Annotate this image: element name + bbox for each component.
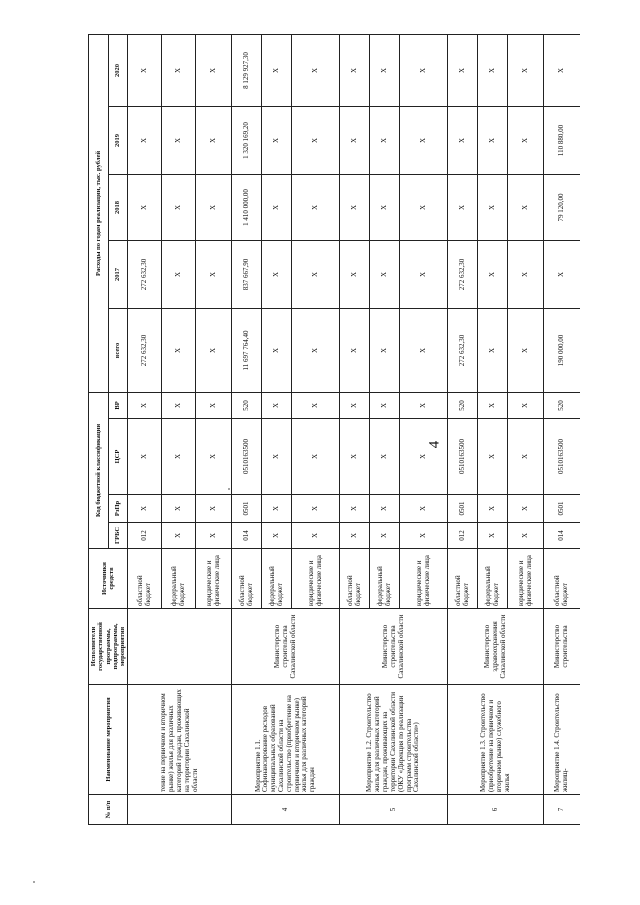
vr-cell: X [370, 392, 400, 418]
y2017-cell: X [196, 240, 232, 308]
vr-cell: X [292, 392, 340, 418]
y2019-cell: X [508, 106, 544, 174]
rzpr-cell: X [292, 495, 340, 523]
y2018-cell: X [196, 174, 232, 240]
row-num: 4 [232, 795, 340, 825]
y2019-cell: X [370, 106, 400, 174]
vr-cell: X [196, 392, 232, 418]
grbs-cell: X [262, 523, 292, 549]
rzpr-cell: X [128, 495, 162, 523]
grbs-cell: X [340, 523, 370, 549]
y2017-cell: X [262, 240, 292, 308]
rzpr-cell: 0501 [544, 495, 580, 523]
header-expenses: Расходы по годам реализации, тыс. рублей [89, 34, 109, 392]
y2018-cell: 1 410 000,00 [232, 174, 262, 240]
y2017-cell: 272 632,30 [128, 240, 162, 308]
total-cell: 190 000,00 [544, 308, 580, 392]
grbs-cell: X [478, 523, 508, 549]
y2018-cell: X [128, 174, 162, 240]
grbs-cell: X [162, 523, 196, 549]
header-vr: ВР [108, 392, 128, 418]
grbs-cell: X [370, 523, 400, 549]
header-2017: 2017 [108, 240, 128, 308]
y2020-cell: X [508, 34, 544, 106]
header-sources: Источники средств [89, 549, 128, 609]
vr-cell: X [508, 392, 544, 418]
y2019-cell: X [340, 106, 370, 174]
grbs-cell: 014 [232, 523, 262, 549]
y2019-cell: 1 320 169,20 [232, 106, 262, 174]
header-2019: 2019 [108, 106, 128, 174]
csr-cell: X [196, 419, 232, 495]
source: областной бюджет [448, 549, 478, 609]
header-csr: ЦСР [108, 419, 128, 495]
rzpr-cell: X [508, 495, 544, 523]
y2017-cell: X [162, 240, 196, 308]
y2020-cell: X [448, 34, 478, 106]
y2017-cell: X [370, 240, 400, 308]
executor [128, 609, 232, 685]
y2020-cell: X [292, 34, 340, 106]
source: юридические и физические лица [292, 549, 340, 609]
row-num: 6 [448, 795, 544, 825]
grbs-cell: 012 [448, 523, 478, 549]
y2018-cell: X [162, 174, 196, 240]
csr-cell: 0510163500 [544, 419, 580, 495]
y2020-cell: X [370, 34, 400, 106]
csr-cell: X [162, 419, 196, 495]
y2018-cell: X [370, 174, 400, 240]
vr-cell: 520 [232, 392, 262, 418]
rzpr-cell: X [478, 495, 508, 523]
y2017-cell: X [508, 240, 544, 308]
y2017-cell: X [340, 240, 370, 308]
y2020-cell: X [128, 34, 162, 106]
total-cell: X [370, 308, 400, 392]
source: федеральный бюджет [478, 549, 508, 609]
y2018-cell: X [340, 174, 370, 240]
vr-cell: X [478, 392, 508, 418]
y2017-cell: X [478, 240, 508, 308]
header-grbs: ГРБС [108, 523, 128, 549]
grbs-cell: X [292, 523, 340, 549]
vr-cell: X [340, 392, 370, 418]
source: юридические и физические лица [508, 549, 544, 609]
y2020-cell: X [196, 34, 232, 106]
header-2018: 2018 [108, 174, 128, 240]
rzpr-cell: X [400, 495, 448, 523]
grbs-cell: X [196, 523, 232, 549]
row-num: 7 [544, 795, 580, 825]
rzpr-cell: X [196, 495, 232, 523]
y2017-cell: X [400, 240, 448, 308]
total-cell: X [508, 308, 544, 392]
y2020-cell: X [340, 34, 370, 106]
total-cell: X [400, 308, 448, 392]
total-cell: X [292, 308, 340, 392]
source: федеральный бюджет [162, 549, 196, 609]
y2019-cell: X [400, 106, 448, 174]
y2019-cell: X [448, 106, 478, 174]
y2019-cell: X [478, 106, 508, 174]
measure-name: Мероприятие 1.1. Софинансирование расходов муниципальных образований Сахалинской области на строительство (приобретение на первичном и вторичном рынке) жилья для различных категорий граждан [232, 685, 340, 795]
y2018-cell: X [262, 174, 292, 240]
header-rzpr: РзПр [108, 495, 128, 523]
scan-speck [33, 881, 35, 883]
y2017-cell: X [544, 240, 580, 308]
y2019-cell: 110 880,00 [544, 106, 580, 174]
measure-name: Мероприятие 1.4. Строительство жилищ- [544, 685, 580, 795]
csr-cell: X [340, 419, 370, 495]
table-row [340, 34, 370, 824]
csr-cell: X [262, 419, 292, 495]
csr-cell: 0510163500 [448, 419, 478, 495]
source: юридические и физические лица [400, 549, 448, 609]
y2018-cell: X [448, 174, 478, 240]
y2018-cell: X [400, 174, 448, 240]
y2020-cell: 8 129 927,30 [232, 34, 262, 106]
y2018-cell: X [292, 174, 340, 240]
y2019-cell: X [128, 106, 162, 174]
executor: Министерство строительства [544, 609, 580, 685]
csr-cell: X [292, 419, 340, 495]
table-row [128, 34, 162, 824]
header-budget-code: Код бюджетной классификации [89, 392, 109, 548]
measure-name: Мероприятие 1.2. Строительство жилья для различных категорий граждан, проживающих на территории Сахалинской области (ОКУ «Дирекция по реализации программ строительства Сахалинской области») [340, 685, 448, 795]
measure-name: тение на первичном и вторичном рынке) жилья для различных категорий граждан, проживающих на территории Сахалинской области [128, 685, 232, 795]
y2020-cell: X [544, 34, 580, 106]
grbs-cell: X [508, 523, 544, 549]
header-executors: Исполнители государственной программы, подпрограммы, мероприятия [89, 609, 128, 685]
y2017-cell: 272 632,30 [448, 240, 478, 308]
source: областной бюджет [544, 549, 580, 609]
vr-cell: X [162, 392, 196, 418]
row-num: 5 [340, 795, 448, 825]
total-cell: X [340, 308, 370, 392]
y2017-cell: X [292, 240, 340, 308]
csr-cell: X [400, 419, 448, 495]
measure-name: Мероприятие 1.3. Строительство (приобретение на первичном и вторичном рынке) служебного жилья [448, 685, 544, 795]
total-cell: X [162, 308, 196, 392]
csr-cell: 0510163500 [232, 419, 262, 495]
y2018-cell: X [508, 174, 544, 240]
csr-cell: X [478, 419, 508, 495]
header-row [89, 34, 109, 824]
rotated-table-container [88, 35, 618, 825]
grbs-cell: 014 [544, 523, 580, 549]
vr-cell: 520 [448, 392, 478, 418]
header-2020: 2020 [108, 34, 128, 106]
grbs-cell: X [400, 523, 448, 549]
total-cell: 11 697 764,40 [232, 308, 262, 392]
header-name: Наименование мероприятия [89, 685, 128, 795]
rzpr-cell: 0501 [232, 495, 262, 523]
grbs-cell: 012 [128, 523, 162, 549]
source: областной бюджет [232, 549, 262, 609]
rzpr-cell: X [340, 495, 370, 523]
vr-cell: X [400, 392, 448, 418]
rzpr-cell: 0501 [448, 495, 478, 523]
total-cell: 272 632,30 [448, 308, 478, 392]
executor: Министерство здравоохранения Сахалинской области [448, 609, 544, 685]
y2019-cell: X [162, 106, 196, 174]
y2020-cell: X [162, 34, 196, 106]
source: федеральный бюджет [370, 549, 400, 609]
total-cell: X [478, 308, 508, 392]
csr-cell: X [508, 419, 544, 495]
table-row [544, 34, 580, 824]
y2020-cell: X [262, 34, 292, 106]
source: юридические и физические лица [196, 549, 232, 609]
row-num [128, 795, 232, 825]
total-cell: 272 632,30 [128, 308, 162, 392]
table-row [232, 34, 262, 824]
y2018-cell: 79 120,00 [544, 174, 580, 240]
source: федеральный бюджет [262, 549, 292, 609]
page-number: 4 [426, 440, 443, 449]
y2020-cell: X [478, 34, 508, 106]
source: областной бюджет [128, 549, 162, 609]
y2020-cell: X [400, 34, 448, 106]
header-total: всего [108, 308, 128, 392]
y2017-cell: 837 667,90 [232, 240, 262, 308]
vr-cell: X [262, 392, 292, 418]
executor: Министерство строительства Сахалинской области [340, 609, 448, 685]
vr-cell: X [128, 392, 162, 418]
y2019-cell: X [262, 106, 292, 174]
rzpr-cell: X [370, 495, 400, 523]
budget-table [88, 34, 580, 825]
csr-cell: X [370, 419, 400, 495]
vr-cell: 520 [544, 392, 580, 418]
rzpr-cell: X [262, 495, 292, 523]
total-cell: X [196, 308, 232, 392]
csr-cell: X [128, 419, 162, 495]
y2019-cell: X [196, 106, 232, 174]
rzpr-cell: X [162, 495, 196, 523]
total-cell: X [262, 308, 292, 392]
executor: Министерство строительства Сахалинской области [232, 609, 340, 685]
source: областной бюджет [340, 549, 370, 609]
y2019-cell: X [292, 106, 340, 174]
y2018-cell: X [478, 174, 508, 240]
table-row [448, 34, 478, 824]
header-num: № п/п [89, 795, 128, 825]
